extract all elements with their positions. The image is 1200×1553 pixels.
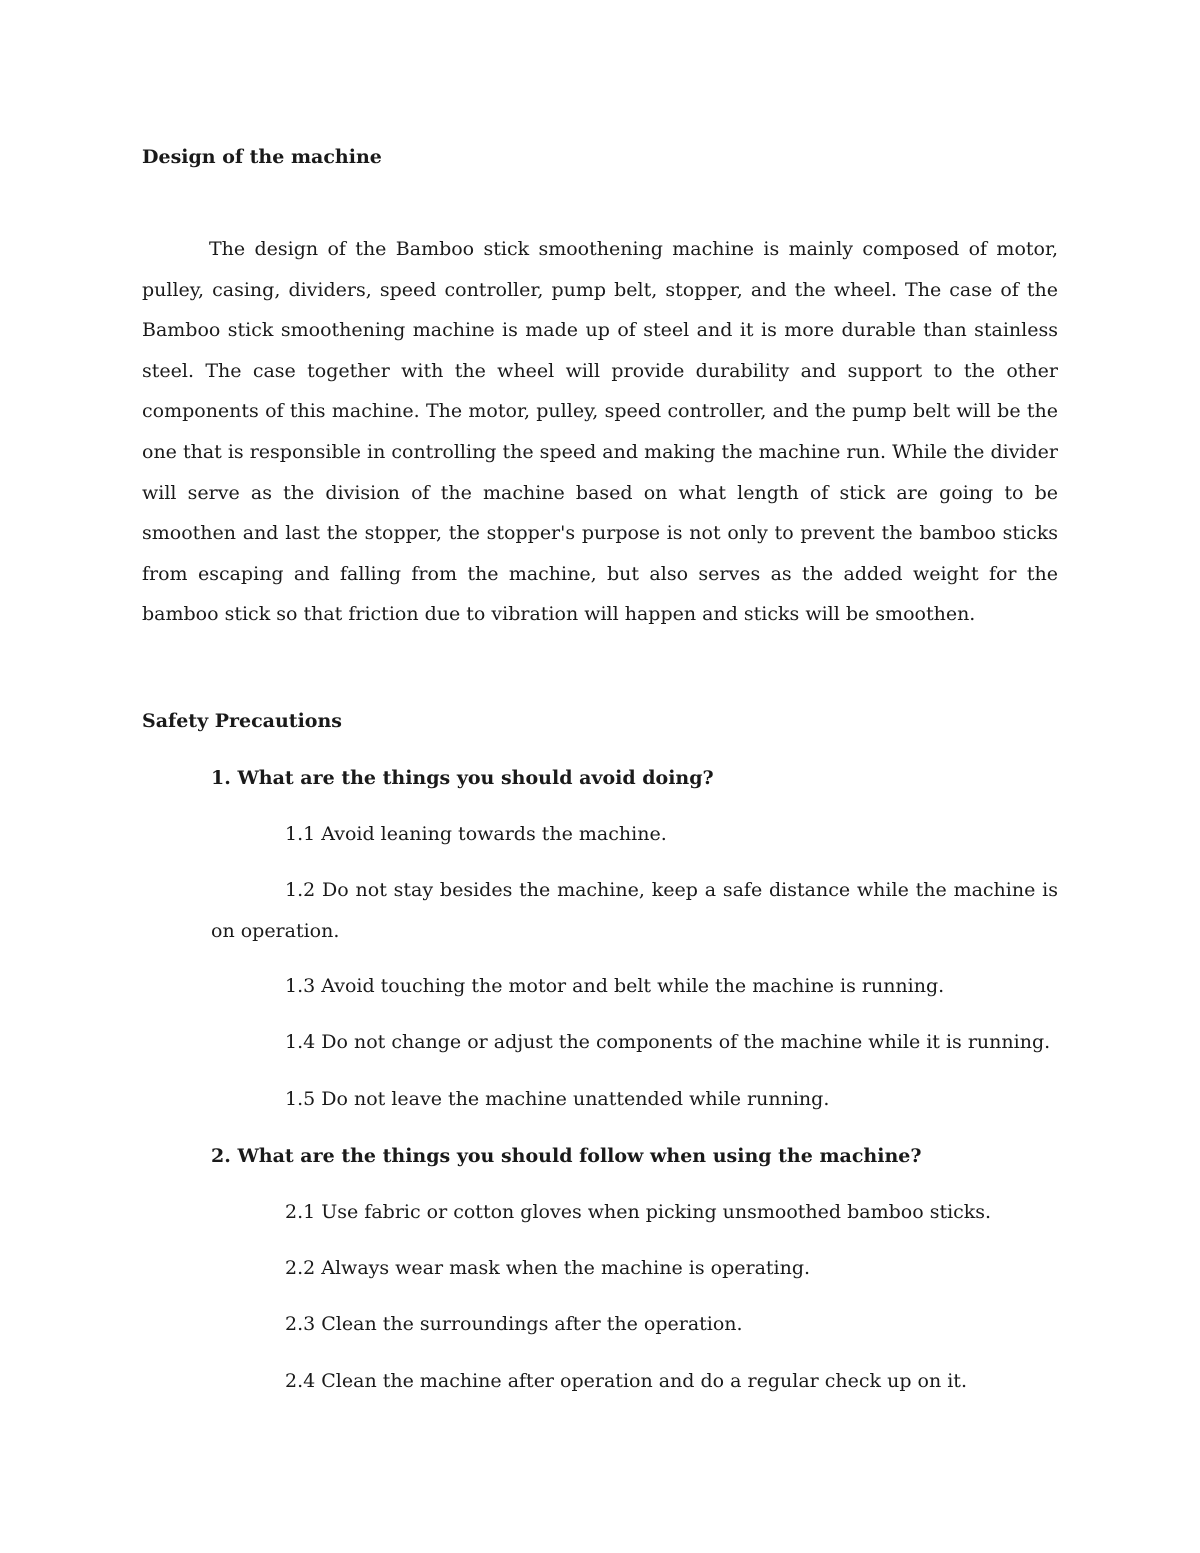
avoid-question: 1. What are the things you should avoid doing? [211, 767, 714, 789]
avoid-item: 1.3 Avoid touching the motor and belt while the machine is running. [285, 975, 945, 997]
avoid-item: 1.2 Do not stay besides the machine, keep a safe distance while the machine is on operation. [211, 879, 1058, 942]
follow-item: 2.4 Clean the machine after operation and do a regular check up on it. [285, 1370, 967, 1392]
avoid-item: 1.5 Do not leave the machine unattended while running. [285, 1088, 830, 1110]
follow-item: 2.1 Use fabric or cotton gloves when picking unsmoothed bamboo sticks. [285, 1201, 992, 1223]
follow-item: 2.2 Always wear mask when the machine is operating. [285, 1257, 811, 1279]
avoid-item: 1.1 Avoid leaning towards the machine. [285, 823, 667, 845]
follow-question: 2. What are the things you should follow when using the machine? [211, 1145, 922, 1167]
design-paragraph: The design of the Bamboo stick smoothening machine is mainly composed of motor, pulley, casing, dividers, speed controller, pump belt, stopper, and the wheel. The case of the Bamboo stick smoothening machine is made up of steel and it is more durable than stainless steel. The case together with the wheel will provide durability and support to the other components of this machine. The motor, pulley, speed controller, and the pump belt will be the one that is responsible in controlling the speed and making the machine run. While the divider will serve as the division of the machine based on what length of stick are going to be smoothen and last the stopper, the stopper's purpose is not only to prevent the bamboo sticks from escaping and falling from the machine, but also serves as the added weight for the bamboo stick so that friction due to vibration will happen and sticks will be smoothen. [142, 238, 1058, 626]
follow-item: 2.3 Clean the surroundings after the operation. [285, 1313, 743, 1335]
design-heading: Design of the machine [142, 146, 382, 168]
safety-heading: Safety Precautions [142, 710, 342, 732]
avoid-item: 1.4 Do not change or adjust the components of the machine while it is running. [285, 1031, 1051, 1053]
